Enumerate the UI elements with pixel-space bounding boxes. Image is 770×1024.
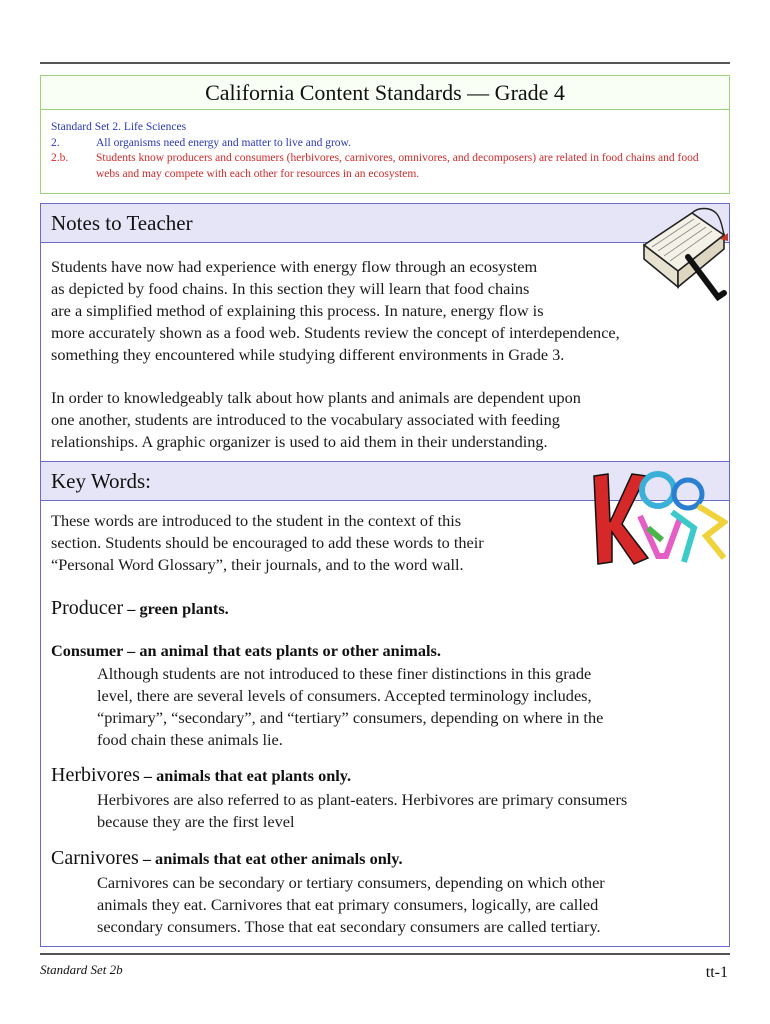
standard-item-number: 2. bbox=[51, 136, 60, 149]
description-line: because they are the first level bbox=[97, 812, 295, 831]
term-consumer bbox=[51, 641, 441, 661]
standard-set: Standard Set 2. Life Sciences bbox=[51, 121, 187, 133]
description-line: secondary consumers. Those that eat secondary consumers are called tertiary. bbox=[97, 917, 601, 936]
notes-line: more accurately shown as a food web. Students review the concept of interdependence, bbox=[51, 323, 620, 342]
keywords-intro bbox=[51, 510, 571, 576]
description-line: Carnivores can be secondary or tertiary consumers, depending on which other bbox=[97, 873, 605, 892]
description-line: food chain these animals lie. bbox=[97, 730, 283, 749]
page-number: tt-1 bbox=[705, 964, 728, 981]
notes-heading: Notes to Teacher bbox=[41, 204, 729, 243]
standard-item-text: All organisms need energy and matter to live and grow. bbox=[96, 136, 351, 149]
term-carnivores bbox=[51, 847, 403, 870]
intro-line: These words are introduced to the student in the context of this bbox=[51, 511, 462, 530]
standards-title: California Content Standards — Grade 4 bbox=[41, 76, 729, 110]
notes-line: Students have now had experience with energy flow through an ecosystem bbox=[51, 257, 538, 276]
standard-item-text: Students know producers and consumers (herbivores, carnivores, omnivores, and decomposers) are related in food chains and food webs and may compete with each other for resources in an ecosystem. bbox=[96, 152, 699, 180]
term-word: Herbivores bbox=[51, 764, 140, 786]
term-definition: – an animal that eats plants or other animals. bbox=[123, 641, 441, 660]
term-word: Carnivores bbox=[51, 847, 139, 869]
top-rule bbox=[40, 62, 730, 64]
description-line: Although students are not introduced to these finer distinctions in this grade bbox=[97, 664, 592, 683]
description-line: Herbivores are also referred to as plant-eaters. Herbivores are primary consumers bbox=[97, 790, 628, 809]
notes-line: something they encountered while studying different environments in Grade 3. bbox=[51, 345, 565, 364]
notes-line: relationships. A graphic organizer is used to aid them in their understanding. bbox=[51, 432, 548, 451]
herbivores-description bbox=[51, 789, 767, 833]
notes-paragraph-2 bbox=[51, 387, 721, 453]
notes-line: one another, students are introduced to the vocabulary associated with feeding bbox=[51, 410, 560, 429]
description-line: “primary”, “secondary”, and “tertiary” consumers, depending on where in the bbox=[97, 708, 604, 727]
intro-line: section. Students should be encouraged to add these words to their bbox=[51, 533, 484, 552]
standard-item-2b bbox=[51, 151, 719, 182]
notes-line: as depicted by food chains. In this section they will learn that food chains bbox=[51, 279, 530, 298]
footer-standard-set: Standard Set 2b bbox=[40, 962, 123, 977]
term-herbivores bbox=[51, 764, 351, 787]
term-definition: – animals that eat plants only. bbox=[139, 766, 352, 785]
consumer-description bbox=[51, 663, 747, 751]
description-line: level, there are several levels of consumers. Accepted terminology includes, bbox=[97, 686, 592, 705]
alphabet-letters-icon bbox=[588, 466, 728, 572]
notes-line: In order to knowledgeably talk about how plants and animals are dependent upon bbox=[51, 388, 581, 407]
notes-paragraph-1 bbox=[51, 256, 721, 366]
term-producer bbox=[51, 597, 229, 620]
bottom-rule bbox=[40, 953, 730, 955]
term-word: Producer bbox=[51, 597, 124, 619]
description-line: animals they eat. Carnivores that eat primary consumers, logically, are called bbox=[97, 895, 599, 914]
standard-item-2 bbox=[51, 136, 719, 152]
standards-box bbox=[40, 75, 730, 194]
carnivores-description bbox=[51, 872, 767, 938]
journal-notebook-icon bbox=[632, 205, 730, 305]
notes-and-keywords-box bbox=[40, 203, 730, 947]
notes-line: are a simplified method of explaining this process. In nature, energy flow is bbox=[51, 301, 544, 320]
term-definition: – animals that eat other animals only. bbox=[138, 849, 403, 868]
term-word: Consumer bbox=[51, 641, 124, 660]
intro-line: “Personal Word Glossary”, their journals, and to the word wall. bbox=[51, 555, 464, 574]
standard-item-number: 2.b. bbox=[51, 152, 69, 164]
keywords-heading: Key Words: bbox=[41, 461, 729, 501]
standards-body bbox=[41, 110, 729, 182]
term-definition: – green plants. bbox=[123, 599, 229, 618]
